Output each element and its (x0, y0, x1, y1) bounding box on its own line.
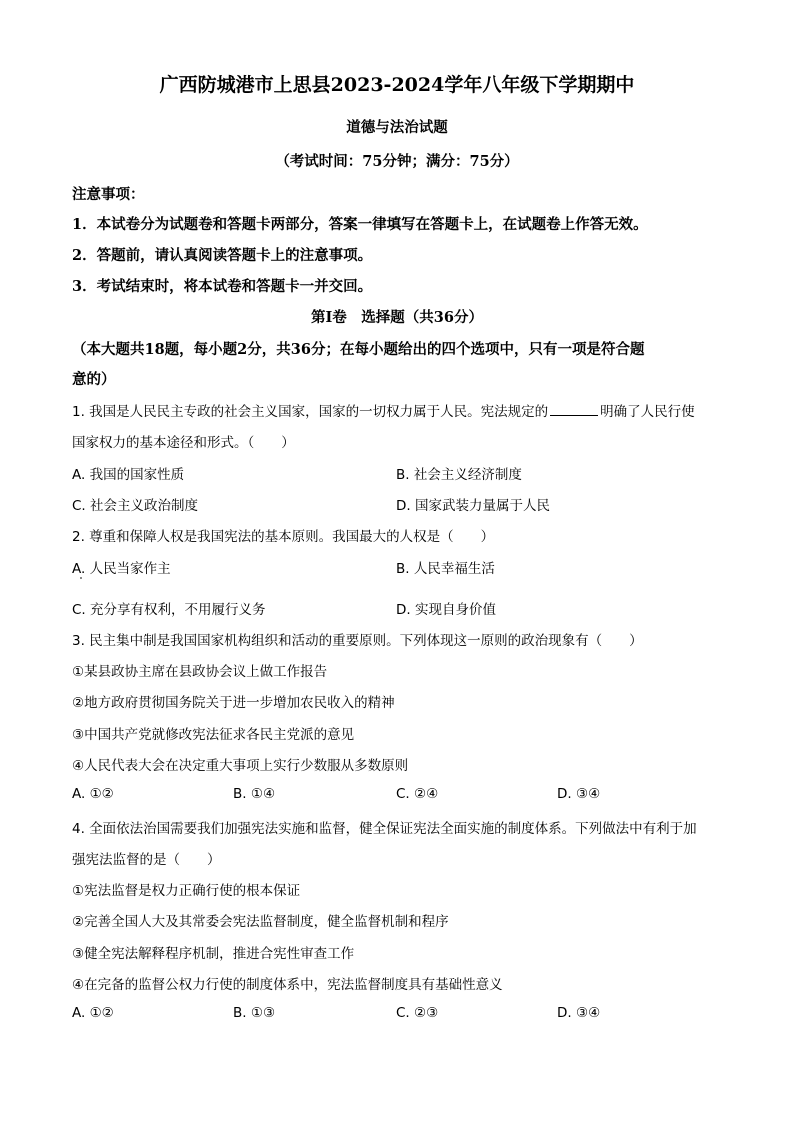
q3-option-d: D. ③④ (557, 786, 601, 802)
q4-stem-line1: 4. 全面依法治国需要我们加强宪法实施和监督，健全保证宪法全面实施的制度体系。下列做法中有利于加 (72, 821, 697, 837)
q3-item-3: ③中国共产党就修改宪法征求各民主党派的意见 (72, 727, 355, 743)
section-instructions-line2: 意的） (72, 371, 116, 388)
q3-item-1: ①某县政协主席在县政协会议上做工作报告 (72, 664, 328, 680)
q2-option-b: B. 人民幸福生活 (396, 561, 495, 577)
exam-info: （考试时间：75分钟；满分：75分） (275, 153, 519, 170)
section-instructions-line1: （本大题共18题，每小题2分，共36分；在每小题给出的四个选项中，只有一项是符合题 (72, 341, 645, 358)
note-item-2: 2．答题前，请认真阅读答题卡上的注意事项。 (72, 247, 373, 264)
note-item-3: 3．考试结束时，将本试卷和答题卡一并交回。 (72, 278, 373, 295)
q3-option-c: C. ②④ (396, 786, 439, 802)
q1-option-a: A. 我国的国家性质 (72, 467, 185, 483)
stray-dot (80, 577, 82, 579)
q1-option-b: B. 社会主义经济制度 (396, 467, 522, 483)
q3-item-2: ②地方政府贯彻国务院关于进一步增加农民收入的精神 (72, 695, 395, 711)
q1-stem-line1 (72, 400, 695, 420)
q4-option-c: C. ②③ (396, 1005, 439, 1021)
q1-stem-part1: 1. 我国是人民民主专政的社会主义国家，国家的一切权力属于人民。宪法规定的 (72, 404, 549, 420)
q4-stem-line2: 强宪法监督的是（ ） (72, 852, 221, 868)
q1-blank (550, 402, 598, 416)
q3-item-4: ④人民代表大会在决定重大事项上实行少数服从多数原则 (72, 758, 409, 774)
section-title: 第Ⅰ卷 选择题（共36分） (311, 309, 483, 326)
q3-option-b: B. ①④ (233, 786, 276, 802)
q4-option-b: B. ①③ (233, 1005, 276, 1021)
exam-subject: 道德与法治试题 (346, 119, 448, 136)
exam-title: 广西防城港市上思县2023-2024学年八年级下学期期中 (159, 74, 635, 96)
q3-stem: 3. 民主集中制是我国国家机构组织和活动的重要原则。下列体现这一原则的政治现象有（ ） (72, 633, 643, 649)
q1-stem-part2: 明确了人民行使 (600, 404, 695, 420)
q1-option-c: C. 社会主义政治制度 (72, 498, 199, 514)
q4-item-2: ②完善全国人大及其常委会宪法监督制度，健全监督机制和程序 (72, 914, 449, 930)
q4-option-d: D. ③④ (557, 1005, 601, 1021)
q4-item-1: ①宪法监督是权力正确行使的根本保证 (72, 883, 301, 899)
q1-stem-line2: 国家权力的基本途径和形式。（ ） (72, 435, 295, 451)
q3-option-a: A. ①② (72, 786, 114, 802)
q2-option-a: A. 人民当家作主 (72, 561, 171, 577)
q4-item-4: ④在完备的监督公权力行使的制度体系中，宪法监督制度具有基础性意义 (72, 977, 503, 993)
q2-stem: 2. 尊重和保障人权是我国宪法的基本原则。我国最大的人权是（ ） (72, 529, 495, 545)
q1-option-d: D. 国家武装力量属于人民 (396, 498, 550, 514)
q4-item-3: ③健全宪法解释程序机制，推进合宪性审查工作 (72, 946, 355, 962)
q4-option-a: A. ①② (72, 1005, 114, 1021)
q2-option-c: C. 充分享有权利，不用履行义务 (72, 602, 266, 618)
note-item-1: 1．本试卷分为试题卷和答题卡两部分，答案一律填写在答题卡上，在试题卷上作答无效。 (72, 216, 648, 233)
q2-option-d: D. 实现自身价值 (396, 602, 496, 618)
notes-heading: 注意事项： (72, 186, 145, 203)
